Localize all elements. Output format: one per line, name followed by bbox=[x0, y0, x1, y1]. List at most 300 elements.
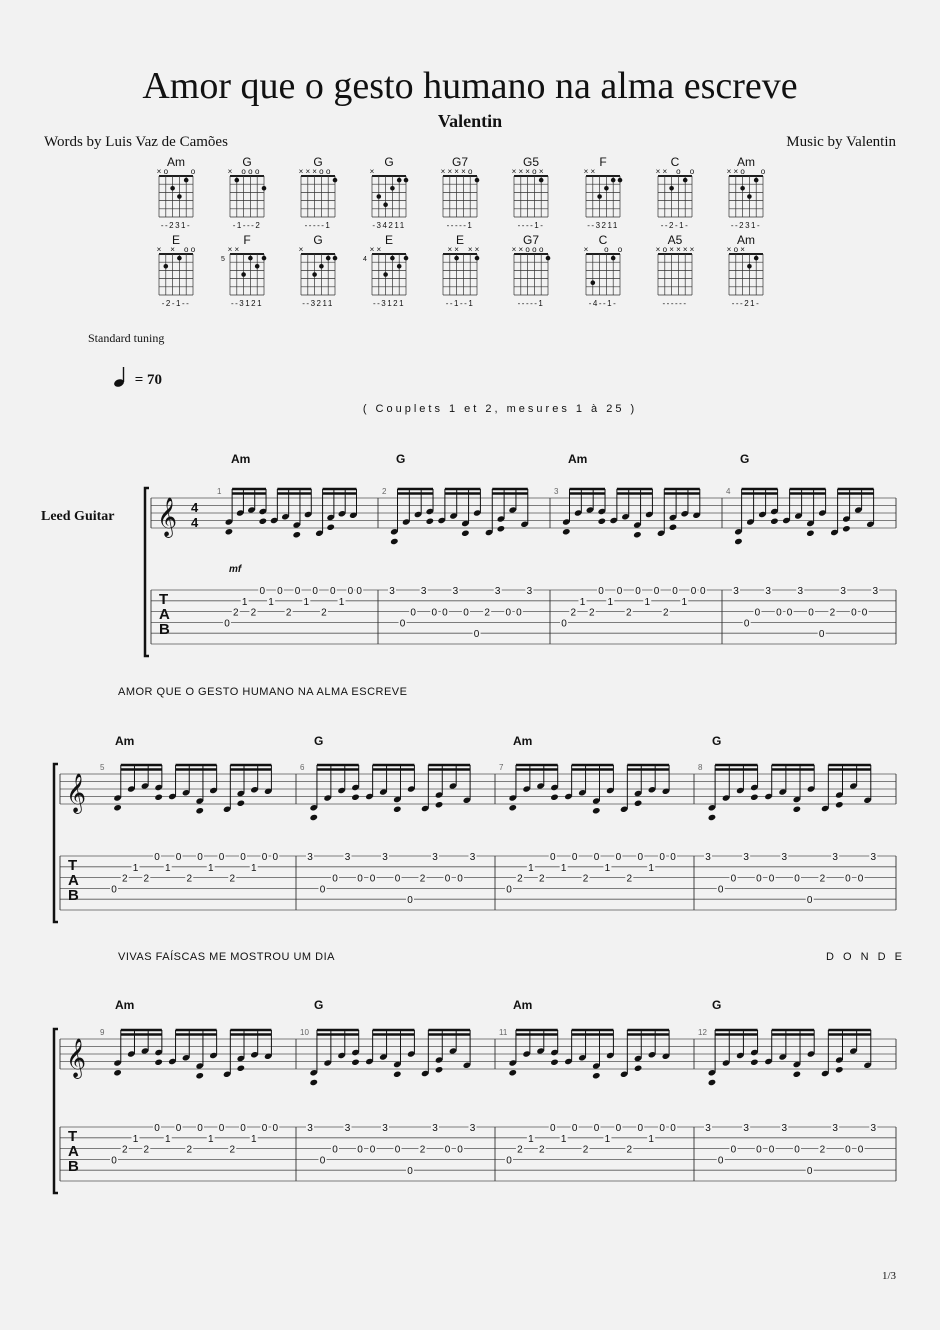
tab-fret-number: 2 bbox=[229, 1144, 236, 1156]
string-mark: × bbox=[234, 245, 240, 254]
string-mark: × bbox=[518, 245, 524, 254]
string-mark: × bbox=[655, 245, 661, 254]
tab-fret-number: 1 bbox=[250, 1133, 257, 1145]
tab-fret-number: 2 bbox=[588, 607, 595, 619]
string-mark: × bbox=[726, 245, 732, 254]
chord-dot bbox=[326, 256, 331, 261]
chord-dot bbox=[241, 272, 246, 277]
tab-fret-number: 0 bbox=[218, 852, 225, 863]
string-mark: × bbox=[583, 245, 589, 254]
chord-dot bbox=[747, 194, 752, 199]
string-mark: o bbox=[532, 245, 537, 254]
measure-number: 1 bbox=[217, 487, 222, 496]
tab-clef-letter: B bbox=[68, 1158, 79, 1175]
lyric-line-2: VIVAS FAÍSCAS ME MOSTROU UM DIA bbox=[118, 951, 335, 963]
tab-fret-number: 0 bbox=[431, 607, 438, 619]
tab-fret-number: 2 bbox=[321, 607, 327, 619]
tab-fret-number: 3 bbox=[526, 586, 533, 597]
tab-fret-number: 0 bbox=[111, 1155, 117, 1167]
measure-number: 3 bbox=[554, 487, 559, 496]
tab-fret-number: 0 bbox=[457, 1144, 463, 1156]
chord-dot bbox=[184, 178, 189, 183]
string-mark: × bbox=[312, 167, 317, 176]
tab-fret-number: 0 bbox=[347, 586, 354, 597]
measure-chord-name: G bbox=[314, 998, 324, 1012]
tab-fret-number: 2 bbox=[143, 1144, 150, 1156]
tab-fret-number: 1 bbox=[241, 596, 248, 608]
chord-diagram-name: E bbox=[171, 233, 181, 247]
tab-fret-number: 3 bbox=[452, 586, 459, 597]
chord-diagram-name: E bbox=[384, 233, 394, 247]
chord-fingering: -----1 bbox=[446, 221, 474, 230]
tab-fret-number: 0 bbox=[319, 884, 326, 896]
note-head bbox=[508, 804, 517, 811]
tab-fret-number: 2 bbox=[121, 1144, 128, 1156]
tab-fret-number: 0 bbox=[369, 1144, 376, 1156]
tab-fret-number: 0 bbox=[407, 895, 413, 907]
tab-fret-number: 2 bbox=[582, 873, 589, 885]
time-signature-top: 4 bbox=[191, 500, 199, 515]
tab-fret-number: 0 bbox=[357, 1144, 363, 1156]
tab-fret-number: 0 bbox=[635, 586, 641, 597]
tab-fret-number: 2 bbox=[625, 607, 632, 619]
tab-fret-number: 0 bbox=[857, 1144, 864, 1156]
page-subtitle: Valentin bbox=[437, 111, 503, 131]
chord-fingering: --3211 bbox=[302, 299, 334, 308]
tab-fret-number: 3 bbox=[733, 586, 739, 597]
tab-fret-number: 0 bbox=[571, 1123, 578, 1134]
tab-fret-number: 3 bbox=[432, 852, 438, 863]
chord-dot bbox=[404, 178, 409, 183]
chord-dot bbox=[747, 264, 752, 269]
tab-fret-number: 0 bbox=[394, 873, 401, 885]
note-head bbox=[793, 1071, 802, 1078]
tab-fret-number: 0 bbox=[637, 1123, 644, 1134]
tab-fret-number: 2 bbox=[229, 873, 236, 885]
tab-fret-number: 0 bbox=[218, 1123, 225, 1134]
note-head bbox=[390, 538, 399, 545]
note-head bbox=[195, 1072, 204, 1079]
tab-fret-number: 0 bbox=[259, 586, 266, 597]
tab-fret-number: 3 bbox=[832, 852, 838, 863]
tab-fret-number: 1 bbox=[528, 862, 534, 874]
chord-dot bbox=[404, 256, 409, 261]
tab-fret-number: 0 bbox=[743, 618, 750, 630]
chord-fingering: ---21- bbox=[731, 299, 761, 308]
tab-fret-number: 1 bbox=[648, 1133, 654, 1145]
chord-dot bbox=[333, 256, 338, 261]
chord-diagram-name: Am bbox=[737, 155, 755, 169]
tab-fret-number: 0 bbox=[549, 1123, 556, 1134]
tab-fret-number: 0 bbox=[637, 852, 644, 863]
string-mark: × bbox=[156, 167, 162, 176]
tab-fret-number: 0 bbox=[768, 873, 775, 885]
treble-clef-icon: 𝄞 bbox=[157, 498, 178, 536]
tab-fret-number: 1 bbox=[207, 1133, 214, 1145]
tab-fret-number: 0 bbox=[818, 629, 825, 641]
chord-fingering: --3211 bbox=[587, 221, 619, 230]
string-mark: o bbox=[190, 245, 196, 254]
tab-fret-number: 2 bbox=[186, 873, 193, 885]
string-mark: × bbox=[740, 245, 745, 254]
chord-dot bbox=[390, 186, 395, 191]
string-mark: o bbox=[525, 245, 530, 254]
measure-number: 7 bbox=[499, 763, 504, 772]
tab-fret-number: 0 bbox=[690, 586, 697, 597]
tab-fret-number: 0 bbox=[410, 607, 416, 619]
string-mark: × bbox=[369, 167, 375, 176]
chord-diagram-name: G bbox=[313, 233, 323, 247]
chord-fingering: --3121 bbox=[230, 299, 264, 308]
tab-fret-number: 3 bbox=[781, 1123, 788, 1134]
chord-diagram-name: G5 bbox=[522, 155, 540, 169]
chord-dot bbox=[597, 194, 602, 199]
note-head bbox=[634, 800, 643, 807]
tab-fret-number: 3 bbox=[870, 1123, 877, 1134]
chord-dot bbox=[177, 194, 182, 199]
string-mark: o bbox=[467, 167, 473, 176]
string-mark: × bbox=[689, 245, 695, 254]
string-mark: × bbox=[369, 245, 375, 254]
string-mark: o bbox=[163, 167, 169, 176]
note-head bbox=[508, 1069, 517, 1076]
string-mark: o bbox=[760, 167, 766, 176]
tab-fret-number: 0 bbox=[506, 1155, 512, 1167]
chord-dot bbox=[319, 264, 324, 269]
chord-dot bbox=[248, 256, 253, 261]
tab-fret-number: 2 bbox=[582, 1144, 589, 1156]
tab-fret-number: 0 bbox=[357, 873, 363, 885]
tab-fret-number: 2 bbox=[285, 607, 292, 619]
note-head bbox=[326, 524, 335, 531]
note-head bbox=[793, 806, 802, 813]
measure-number: 5 bbox=[100, 763, 105, 772]
tab-fret-number: 3 bbox=[432, 1123, 438, 1134]
chord-fingering: -----1 bbox=[517, 299, 545, 308]
tab-fret-number: 0 bbox=[277, 586, 283, 597]
tab-fret-number: 0 bbox=[845, 873, 851, 885]
chord-diagram-name: G bbox=[242, 155, 252, 169]
tab-fret-number: 0 bbox=[399, 618, 406, 630]
note-head bbox=[393, 1071, 402, 1078]
measure-number: 8 bbox=[698, 763, 703, 772]
chord-fingering: -2-1-- bbox=[161, 299, 191, 308]
tab-fret-number: 0 bbox=[111, 884, 117, 896]
tab-fret-number: 1 bbox=[681, 596, 688, 608]
tab-fret-number: 0 bbox=[776, 607, 782, 619]
chord-dot bbox=[754, 256, 759, 261]
note-head bbox=[154, 794, 163, 801]
string-mark: × bbox=[511, 245, 517, 254]
chord-dot bbox=[377, 194, 382, 199]
tab-fret-number: 0 bbox=[593, 852, 600, 863]
string-mark: o bbox=[183, 245, 189, 254]
note-head bbox=[842, 525, 851, 532]
tab-fret-number: 2 bbox=[570, 607, 577, 619]
lyric-line-1: AMOR QUE O GESTO HUMANO NA ALMA ESCREVE bbox=[118, 686, 408, 698]
tab-fret-number: 0 bbox=[197, 852, 203, 863]
tab-fret-number: 0 bbox=[672, 586, 678, 597]
chord-fingering: ----1- bbox=[517, 221, 545, 230]
tab-fret-number: 0 bbox=[394, 1144, 401, 1156]
tab-fret-number: 2 bbox=[250, 607, 257, 619]
chord-dot bbox=[177, 256, 182, 261]
chord-fingering: -----1 bbox=[304, 221, 332, 230]
tab-fret-number: 3 bbox=[307, 1123, 313, 1134]
measure-chord-name: Am bbox=[568, 452, 588, 466]
chord-fingering: -4--1- bbox=[588, 299, 618, 308]
chord-dot bbox=[539, 178, 544, 183]
tab-fret-number: 3 bbox=[307, 852, 313, 863]
note-head bbox=[426, 518, 435, 525]
tab-fret-number: 0 bbox=[332, 873, 338, 885]
tab-fret-number: 0 bbox=[197, 1123, 203, 1134]
chord-fingering: -1---2 bbox=[232, 221, 262, 230]
chord-fret-number: 5 bbox=[221, 256, 225, 263]
tab-fret-number: 3 bbox=[705, 1123, 711, 1134]
chord-diagram-name: G bbox=[384, 155, 394, 169]
string-mark: × bbox=[525, 167, 530, 176]
tab-fret-number: 0 bbox=[616, 586, 623, 597]
chord-diagram-name: Am bbox=[167, 155, 185, 169]
chord-dot bbox=[262, 186, 267, 191]
string-mark: × bbox=[676, 245, 681, 254]
tab-fret-number: 2 bbox=[819, 1144, 826, 1156]
string-mark: o bbox=[617, 245, 623, 254]
chord-diagram-name: E bbox=[455, 233, 465, 247]
tuning-label: Standard tuning bbox=[88, 331, 165, 345]
chord-dot bbox=[611, 256, 616, 261]
tab-fret-number: 0 bbox=[670, 1123, 676, 1134]
note-head bbox=[634, 1065, 643, 1072]
note-head bbox=[435, 801, 444, 808]
chord-dot bbox=[604, 186, 609, 191]
note-head bbox=[435, 1066, 444, 1073]
measure-chord-name: G bbox=[314, 734, 324, 748]
tab-fret-number: 1 bbox=[268, 596, 274, 608]
chord-fingering: --2-1- bbox=[660, 221, 690, 230]
chord-dot bbox=[390, 256, 395, 261]
note-head bbox=[550, 1059, 559, 1066]
string-mark: o bbox=[190, 167, 196, 176]
tab-fret-number: 0 bbox=[154, 1123, 160, 1134]
tab-fret-number: 1 bbox=[164, 862, 171, 874]
measure-number: 12 bbox=[698, 1028, 707, 1037]
tab-fret-number: 0 bbox=[659, 852, 665, 863]
tab-fret-number: 0 bbox=[463, 607, 469, 619]
tab-fret-number: 0 bbox=[473, 629, 480, 641]
tab-fret-number: 0 bbox=[505, 607, 512, 619]
chord-fingering: --231- bbox=[160, 221, 192, 230]
tab-clef-letter: T bbox=[68, 857, 78, 874]
tab-clef-letter: T bbox=[159, 591, 169, 608]
chord-diagram-name: G7 bbox=[451, 155, 469, 169]
note-head bbox=[835, 801, 844, 808]
note-head bbox=[309, 814, 318, 821]
lyric-line-3: D O N D E bbox=[826, 951, 905, 963]
chord-dot bbox=[454, 256, 459, 261]
chord-dot bbox=[683, 178, 688, 183]
treble-clef-icon: 𝄞 bbox=[66, 1039, 87, 1077]
measure-chord-name: Am bbox=[231, 452, 251, 466]
tab-fret-number: 1 bbox=[648, 862, 654, 874]
note-head bbox=[770, 518, 779, 525]
tab-fret-number: 3 bbox=[765, 586, 771, 597]
chord-fingering: --1--1 bbox=[445, 299, 475, 308]
tab-fret-number: 2 bbox=[419, 1144, 426, 1156]
note-head bbox=[734, 538, 743, 545]
tab-fret-number: 0 bbox=[332, 1144, 338, 1156]
tab-fret-number: 0 bbox=[845, 1144, 851, 1156]
tab-fret-number: 0 bbox=[175, 1123, 182, 1134]
tab-fret-number: 1 bbox=[338, 596, 345, 608]
tab-fret-number: 3 bbox=[382, 852, 388, 863]
tab-fret-number: 0 bbox=[670, 852, 676, 863]
chord-dot bbox=[333, 178, 338, 183]
tab-fret-number: 3 bbox=[469, 852, 476, 863]
note-head bbox=[708, 814, 717, 821]
tab-fret-number: 1 bbox=[604, 1133, 611, 1145]
tab-fret-number: 0 bbox=[516, 607, 522, 619]
tab-fret-number: 0 bbox=[561, 618, 567, 630]
tab-fret-number: 0 bbox=[319, 1155, 326, 1167]
tab-fret-number: 2 bbox=[626, 873, 633, 885]
chord-dot bbox=[475, 178, 480, 183]
string-mark: o bbox=[319, 167, 324, 176]
tab-fret-number: 3 bbox=[344, 1123, 351, 1134]
tab-fret-number: 0 bbox=[272, 852, 279, 863]
tab-fret-number: 1 bbox=[164, 1133, 171, 1145]
string-mark: × bbox=[461, 167, 466, 176]
string-mark: × bbox=[511, 167, 517, 176]
tab-fret-number: 2 bbox=[484, 607, 490, 619]
tab-fret-number: 0 bbox=[806, 1166, 813, 1178]
chord-diagram-name: F bbox=[243, 233, 251, 247]
note-head bbox=[750, 1059, 759, 1066]
string-mark: × bbox=[726, 167, 732, 176]
system-bracket bbox=[145, 488, 149, 656]
string-mark: × bbox=[376, 245, 382, 254]
tab-fret-number: 3 bbox=[344, 852, 351, 863]
string-mark: × bbox=[538, 167, 544, 176]
tab-fret-number: 2 bbox=[419, 873, 426, 885]
chord-dot bbox=[312, 272, 317, 277]
system-bracket bbox=[54, 764, 58, 922]
tab-fret-number: 0 bbox=[754, 607, 761, 619]
note-head bbox=[461, 530, 470, 537]
note-head bbox=[309, 1079, 318, 1086]
chord-diagram-name: G7 bbox=[522, 233, 540, 247]
tab-fret-number: 0 bbox=[861, 607, 868, 619]
note-head bbox=[750, 794, 759, 801]
string-mark: × bbox=[447, 245, 453, 254]
tab-fret-number: 0 bbox=[261, 852, 268, 863]
tab-fret-number: 3 bbox=[797, 586, 804, 597]
string-mark: o bbox=[248, 167, 253, 176]
tab-fret-number: 0 bbox=[154, 852, 160, 863]
note-head bbox=[592, 1072, 601, 1079]
page-title: Amor que o gesto humano na alma escreve bbox=[142, 65, 798, 107]
tab-fret-number: 0 bbox=[857, 873, 864, 885]
section-note: ( Couplets 1 et 2, mesures 1 à 25 ) bbox=[362, 403, 638, 415]
chord-diagram-name: C bbox=[670, 155, 680, 169]
tab-fret-number: 0 bbox=[571, 852, 578, 863]
string-mark: × bbox=[440, 167, 446, 176]
chord-dot bbox=[397, 264, 402, 269]
chord-dot bbox=[383, 272, 388, 277]
note-head bbox=[835, 1066, 844, 1073]
chord-fingering: --3121 bbox=[372, 299, 406, 308]
tab-fret-number: 1 bbox=[303, 596, 310, 608]
tab-fret-number: 0 bbox=[717, 884, 724, 896]
note-head bbox=[237, 1065, 246, 1072]
note-head bbox=[351, 1059, 360, 1066]
tab-fret-number: 0 bbox=[506, 884, 512, 896]
chord-dot bbox=[611, 178, 616, 183]
measure-number: 10 bbox=[300, 1028, 309, 1037]
tab-fret-number: 0 bbox=[294, 586, 301, 597]
tab-fret-number: 1 bbox=[132, 1133, 139, 1145]
note-head bbox=[708, 1079, 717, 1086]
note-head bbox=[154, 1059, 163, 1066]
tab-fret-number: 2 bbox=[819, 873, 826, 885]
tab-fret-number: 0 bbox=[549, 852, 556, 863]
note-head bbox=[550, 794, 559, 801]
tab-fret-number: 0 bbox=[794, 1144, 800, 1156]
string-mark: × bbox=[655, 167, 661, 176]
chord-dot bbox=[397, 178, 402, 183]
tab-clef-letter: T bbox=[68, 1128, 78, 1145]
string-mark: × bbox=[733, 167, 739, 176]
treble-clef-icon: 𝄞 bbox=[66, 774, 87, 812]
music-credit: Music by Valentin bbox=[786, 134, 896, 150]
chord-dot bbox=[546, 256, 551, 261]
string-mark: o bbox=[676, 167, 681, 176]
tab-fret-number: 0 bbox=[756, 873, 762, 885]
tab-fret-number: 0 bbox=[659, 1123, 665, 1134]
system-bracket bbox=[54, 1029, 58, 1193]
tab-fret-number: 0 bbox=[598, 586, 604, 597]
note-head bbox=[225, 528, 234, 535]
tab-fret-number: 2 bbox=[539, 873, 545, 885]
tab-fret-number: 3 bbox=[781, 852, 788, 863]
tab-fret-number: 2 bbox=[143, 873, 150, 885]
tab-fret-number: 2 bbox=[626, 1144, 633, 1156]
chord-dot bbox=[591, 280, 596, 285]
string-mark: × bbox=[669, 245, 674, 254]
tab-fret-number: 3 bbox=[389, 586, 395, 597]
measure-chord-name: Am bbox=[115, 734, 135, 748]
tab-fret-number: 0 bbox=[442, 607, 448, 619]
tab-fret-number: 0 bbox=[756, 1144, 762, 1156]
string-mark: × bbox=[298, 245, 304, 254]
tab-clef-letter: B bbox=[68, 887, 79, 904]
note-head bbox=[113, 804, 122, 811]
tab-fret-number: 2 bbox=[121, 873, 128, 885]
chord-diagram-name: G bbox=[313, 155, 323, 169]
string-mark: × bbox=[583, 167, 589, 176]
measure-number: 2 bbox=[382, 487, 387, 496]
measure-chord-name: G bbox=[712, 734, 722, 748]
chord-dot bbox=[618, 178, 623, 183]
chord-diagram-name: Am bbox=[737, 233, 755, 247]
tab-fret-number: 0 bbox=[272, 1123, 279, 1134]
tab-fret-number: 3 bbox=[494, 586, 501, 597]
string-mark: × bbox=[590, 167, 596, 176]
tab-fret-number: 1 bbox=[250, 862, 257, 874]
tab-fret-number: 3 bbox=[872, 586, 879, 597]
tab-fret-number: 0 bbox=[730, 873, 737, 885]
